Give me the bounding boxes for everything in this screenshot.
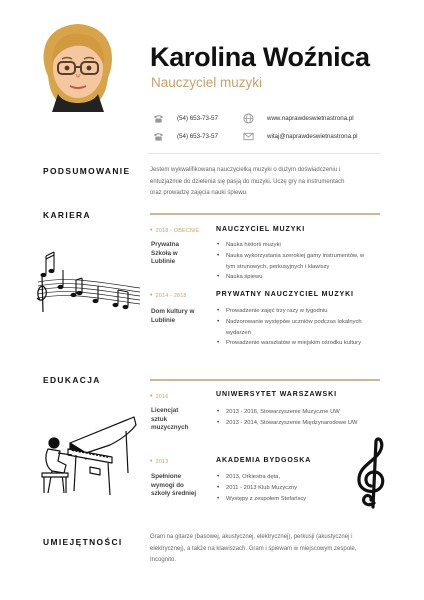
list-item: • Nauka wykorzystania szerokiej gamy instrumentów, w [216, 251, 384, 262]
job-date: • 2018 - OBECNIE [150, 227, 200, 234]
school-date-text: 2016 [155, 393, 169, 400]
school-degree-line: Spełnione [151, 473, 182, 480]
job-date-text: 2018 - OBECNIE [155, 227, 200, 234]
list-item: • Prowadzenie warsztatów w miejskim ośrodku kultury [216, 338, 384, 349]
school-date: • 2013 [150, 458, 169, 465]
section-divider [150, 379, 380, 381]
job-date: • 2014 - 2018 [150, 292, 187, 299]
job-place-line: Dom kultury w [151, 308, 195, 315]
list-item: • 2011 - 2013 Klub Muzyczny [216, 483, 384, 494]
skills-line: elektrycznej), a także na klawiszach. Gram i śpiewam w miejscowym zespole, [150, 545, 357, 552]
person-name: Karolina Woźnica [150, 42, 370, 72]
school-degree-line: Licencjat [151, 407, 179, 414]
school-degree [151, 473, 209, 499]
list-item: • Występy z zespołem Stefańscy [216, 494, 384, 505]
email-link[interactable]: witaj@naprawdeswietnastrona.pl [267, 133, 358, 140]
job-title: PRYWATNY NAUCZYCIEL MUZYKI [216, 291, 354, 298]
job-role: Nauczyciel muzyki [151, 75, 263, 90]
summary-line: Jestem wykwalifikowaną nauczycielką muzyki o dużym doświadczeniu i [150, 167, 341, 173]
phone-number[interactable]: (54) 653-73-57 [177, 115, 218, 122]
list-item: • Nauka historii muzyki [216, 240, 384, 251]
job-place-line: Szkoła w [151, 249, 178, 257]
school-degree [151, 407, 209, 433]
job-bullets [216, 306, 384, 349]
summary-text [150, 165, 386, 200]
email-icon [243, 131, 254, 142]
music-notes-icon [28, 246, 146, 322]
list-item: • Prowadzenie zajęć trzy razy w tygodniu [216, 306, 384, 317]
list-item: • 2013 - 2016, Stowarzyszenie Muzyczne UW [216, 407, 384, 418]
school-date-text: 2013 [155, 458, 169, 465]
list-item: • Nadzorowanie występów uczniów podczas lokalnych [216, 317, 384, 328]
section-title-education: EDUKACJA [43, 375, 101, 385]
phone-icon [153, 131, 164, 142]
list-item: • 2013, Orkiestra dęta, [216, 472, 384, 483]
summary-line: oraz prowadzę zajęcia nauki śpiewu. [150, 190, 248, 197]
website-link[interactable]: www.naprawdeswietnastrona.pl [267, 115, 354, 122]
phone-icon [153, 113, 164, 124]
job-place [151, 308, 209, 325]
treble-clef-icon [352, 437, 392, 509]
job-place-line: Lublinie [151, 258, 176, 266]
web-icon [243, 113, 254, 124]
list-item: • Nauka śpiewu [216, 272, 384, 283]
job-bullets [216, 240, 384, 283]
school-date: • 2016 [150, 393, 169, 400]
section-divider [150, 213, 380, 215]
piano-icon [30, 413, 138, 499]
list-item-continuation: wydarzeń [226, 329, 251, 336]
header-divider [148, 153, 380, 154]
skills-line: Incognito. [150, 557, 177, 564]
job-place [151, 241, 209, 267]
job-date-text: 2014 - 2018 [155, 292, 187, 299]
school-degree-line: szkoły średniej [151, 490, 197, 498]
summary-line: entuzjaźmie do dzielenia się pasją do muzyki. Uczę gry na instrumentach [150, 178, 345, 185]
section-title-skills: UMIEJĘTNOŚCI [43, 537, 123, 547]
list-item-continuation: tym strunowych, perkusyjnych i klawiszy [226, 263, 330, 270]
job-title: NAUCZYCIEL MUZYKI [216, 226, 306, 233]
avatar [34, 16, 122, 112]
skills-line: Gram na gitarze (basowej, akustycznej, elektrycznej), perkusji (akustycznej i [150, 534, 353, 540]
section-title-summary: PODSUMOWANIE [43, 166, 131, 176]
school-degree-line: sztuk [151, 415, 168, 423]
school-degree-line: wymogi do [151, 481, 184, 489]
list-item: • 2013 - 2014, Stowarzyszenie Międzynarodowe UW [216, 418, 384, 429]
school-degree-line: muzycznych [151, 424, 189, 432]
phone-number[interactable]: (54) 653-73-57 [177, 133, 218, 140]
job-place-line: Lublinie [151, 316, 176, 324]
section-title-career: KARIERA [43, 210, 91, 220]
job-place-line: Prywatna [151, 241, 179, 248]
school-title: UNIWERSYTET WARSZAWSKI [216, 391, 337, 398]
school-title: AKADEMIA BYDGOSKA [216, 457, 312, 464]
skills-text [150, 532, 390, 567]
school-bullets [216, 407, 384, 429]
